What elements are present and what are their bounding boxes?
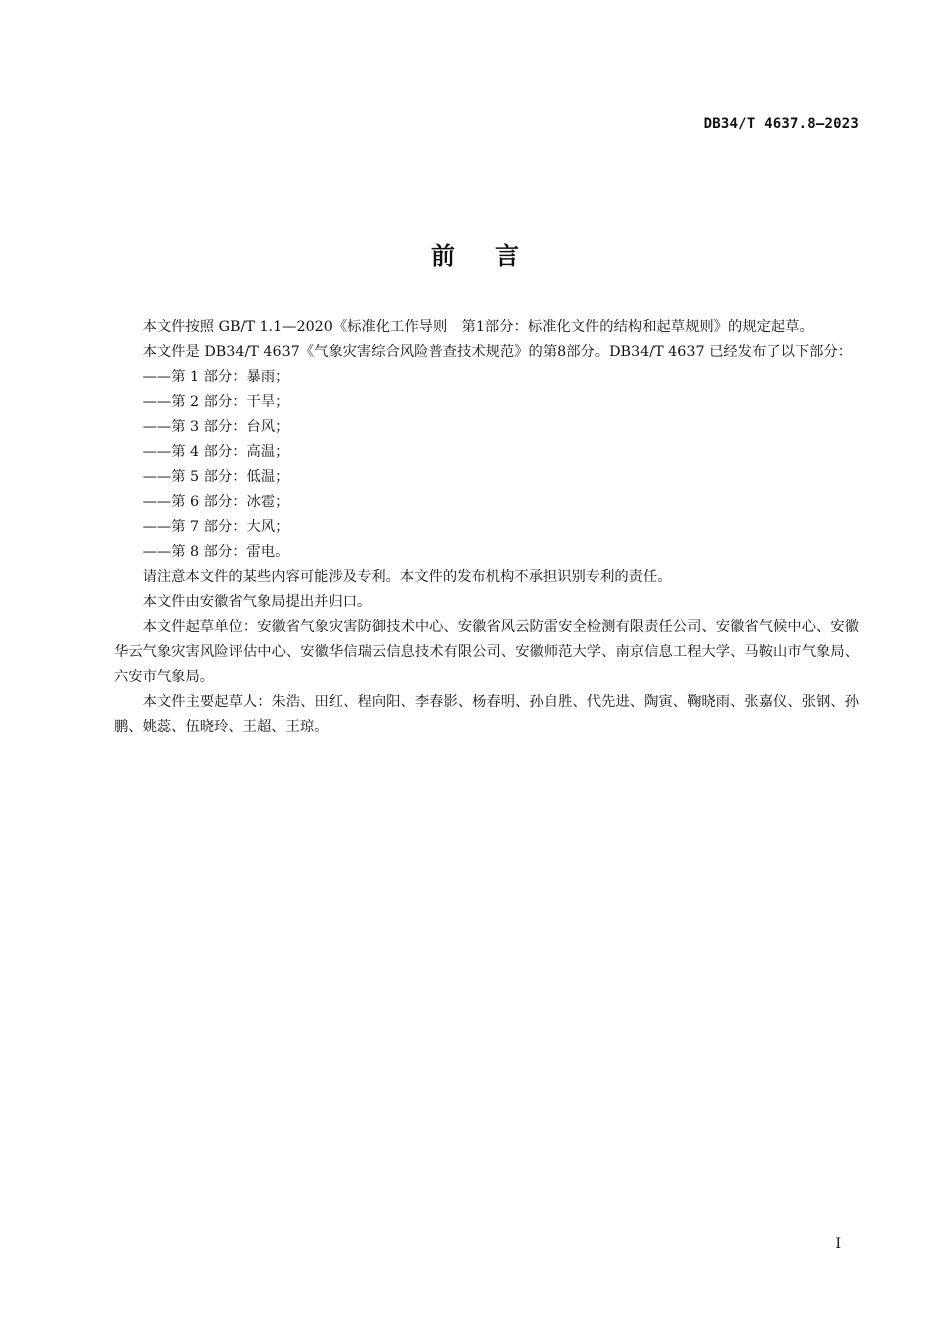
list-item: ——第 3 部分：台风； [142, 419, 290, 435]
document-body [114, 315, 859, 740]
page-title: 前言 [431, 242, 559, 270]
paragraph-drafters: 本文件主要起草人：朱浩、田红、程向阳、李春影、杨春明、孙自胜、代先进、陶寅、鞠晓雨、张嘉仪、张钢、孙鹏、姚蕊、伍晓玲、王超、王琼。 [114, 694, 859, 735]
paragraph-series-intro: 本文件是 DB34/T 4637《气象灾害综合风险普查技术规范》的第8部分。DB34/T 4637 已经发布了以下部分： [142, 344, 853, 360]
list-item: ——第 1 部分：暴雨； [142, 369, 290, 385]
paragraph-drafting-units: 本文件起草单位：安徽省气象灾害防御技术中心、安徽省风云防雷安全检测有限责任公司、安徽省气候中心、安徽华云气象灾害风险评估中心、安徽华信瑞云信息技术有限公司、安徽师范大学、南京信息工程大学、马鞍山市气象局、六安市气象局。 [114, 619, 859, 685]
paragraph-patent-notice: 请注意本文件的某些内容可能涉及专利。本文件的发布机构不承担识别专利的责任。 [142, 569, 672, 585]
list-item: ——第 5 部分：低温； [142, 469, 290, 485]
parts-list [114, 365, 859, 565]
list-item: ——第 8 部分：雷电。 [142, 544, 290, 560]
document-code: DB34/T 4637.8—2023 [703, 116, 859, 132]
page-number: I [835, 1236, 841, 1252]
paragraph-proposer: 本文件由安徽省气象局提出并归口。 [142, 594, 372, 610]
list-item: ——第 4 部分：高温； [142, 444, 290, 460]
paragraph-drafting-rule: 本文件按照 GB/T 1.1—2020《标准化工作导则 第1部分：标准化文件的结构和起草规则》的规定起草。 [142, 319, 814, 335]
list-item: ——第 6 部分：冰雹； [142, 494, 290, 510]
list-item: ——第 7 部分：大风； [142, 519, 290, 535]
list-item: ——第 2 部分：干旱； [142, 394, 290, 410]
